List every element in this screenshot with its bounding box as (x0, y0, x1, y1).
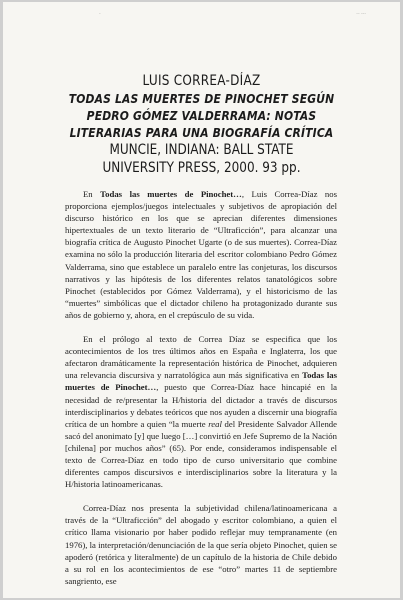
book-title-line-2: PEDRO GÓMEZ VALDERRAMA: NOTAS (86, 108, 317, 123)
paragraph-1-book-title: Todas las muertes de Pinochet… (100, 189, 242, 199)
review-header (3, 72, 400, 177)
book-title-line-3: LITERARIAS PARA UNA BIOGRAFÍA CRÍTICA (69, 125, 334, 140)
paragraph-2-italic-real: real (208, 418, 222, 429)
paragraph-2 (65, 333, 337, 490)
paragraph-1 (65, 188, 337, 321)
paragraph-1-text-c: , Luis Correa-Díaz nos proporciona ejemplos/juegos intelectuales y subjetivos de apropiación del discurso histórico en los que se aprecian diferentes dimensiones hipertextuales de un texto literario de “Ultraficción”, para alcanzar una biografía crítica de Augusto Pinochet Ugarte (o de sus muertes). Correa-Díaz examina no sólo la producción literaria del escritor colombiano Pedro Gómez Valderrama, sino que establece un paralelo entre las conjeturas, los discursos narrativos y las hipótesis de los diferentes relatos tanatológicos sobre Pinochet (establecidos por Gómez Valderrama), y el historicismo de las “muertes” simbólicas que el dictador chileno ha protagonizado durante sus años de gobierno y, ahora, en el crepúsculo de su vida. (65, 189, 337, 320)
page-folio-left: - (99, 11, 101, 17)
scanned-page (3, 2, 400, 598)
page-folio-right: -- --- (356, 11, 366, 17)
publication-line-1: MUNCIE, INDIANA: BALL STATE (109, 142, 294, 158)
publication-line-2: UNIVERSITY PRESS, 2000. 93 pp. (102, 160, 301, 176)
paragraph-3 (65, 502, 337, 587)
review-body (65, 188, 337, 598)
book-title-line-1: TODAS LAS MUERTES DE PINOCHET SEGÚN (68, 91, 335, 106)
paragraph-3-text-a: Correa-Díaz nos presenta la subjetividad chilena/latinoamericana a través de la “Ultraficción” del abogado y escritor colombiano, a quien el crítico llama visionario por haber podido reflejar muy tempranamente (en 1976), la interpretación/denunciación de la que sería objeto Pinochet, quien se apoderó (retórica y literalmente) de un capítulo de la historia de Chile debido a su rol en los acontecimientos de ese “otro” martes 11 de septiembre sangriento, ese (65, 503, 337, 586)
paragraph-2-book-title: Todas las muertes de Pinochet… (65, 370, 337, 393)
paragraph-2-text-a: En el prólogo al texto de Correa Díaz se especifica que los acontecimientos de los tres últimos años en España e Inglaterra, los que afectaron dramáticamente la representación histórica de Pinochet, adquieren una relevancia discursiva y narratológica aun más significativa en (65, 334, 337, 381)
paragraph-2-text-c: , puesto que Correa-Díaz hace hincapié en la necesidad de re/presentar la H/historia del dictador a través de discursos interdisciplinarios y debates teóricos que nos ayuden a discernir una biografía crítica de un hombre a quien “la muerte (65, 382, 337, 429)
paragraph-1-text-a: En (83, 189, 101, 199)
review-author: LUIS CORREA-DÍAZ (142, 73, 261, 89)
paragraph-2-text-e: del Presidente Salvador Allende sacó del anonimato [y] que luego […] convirtió en Jefe Supremo de la Nación [chilena] por muchos años” (65). Por ende, consideramos indispensable el texto de Correa-Díaz en todo tipo de curso universitario que combine diferentes campos discursivos e interdisciplinarios sobre la literatura y la H/historia latinoamericanas. (65, 418, 337, 490)
